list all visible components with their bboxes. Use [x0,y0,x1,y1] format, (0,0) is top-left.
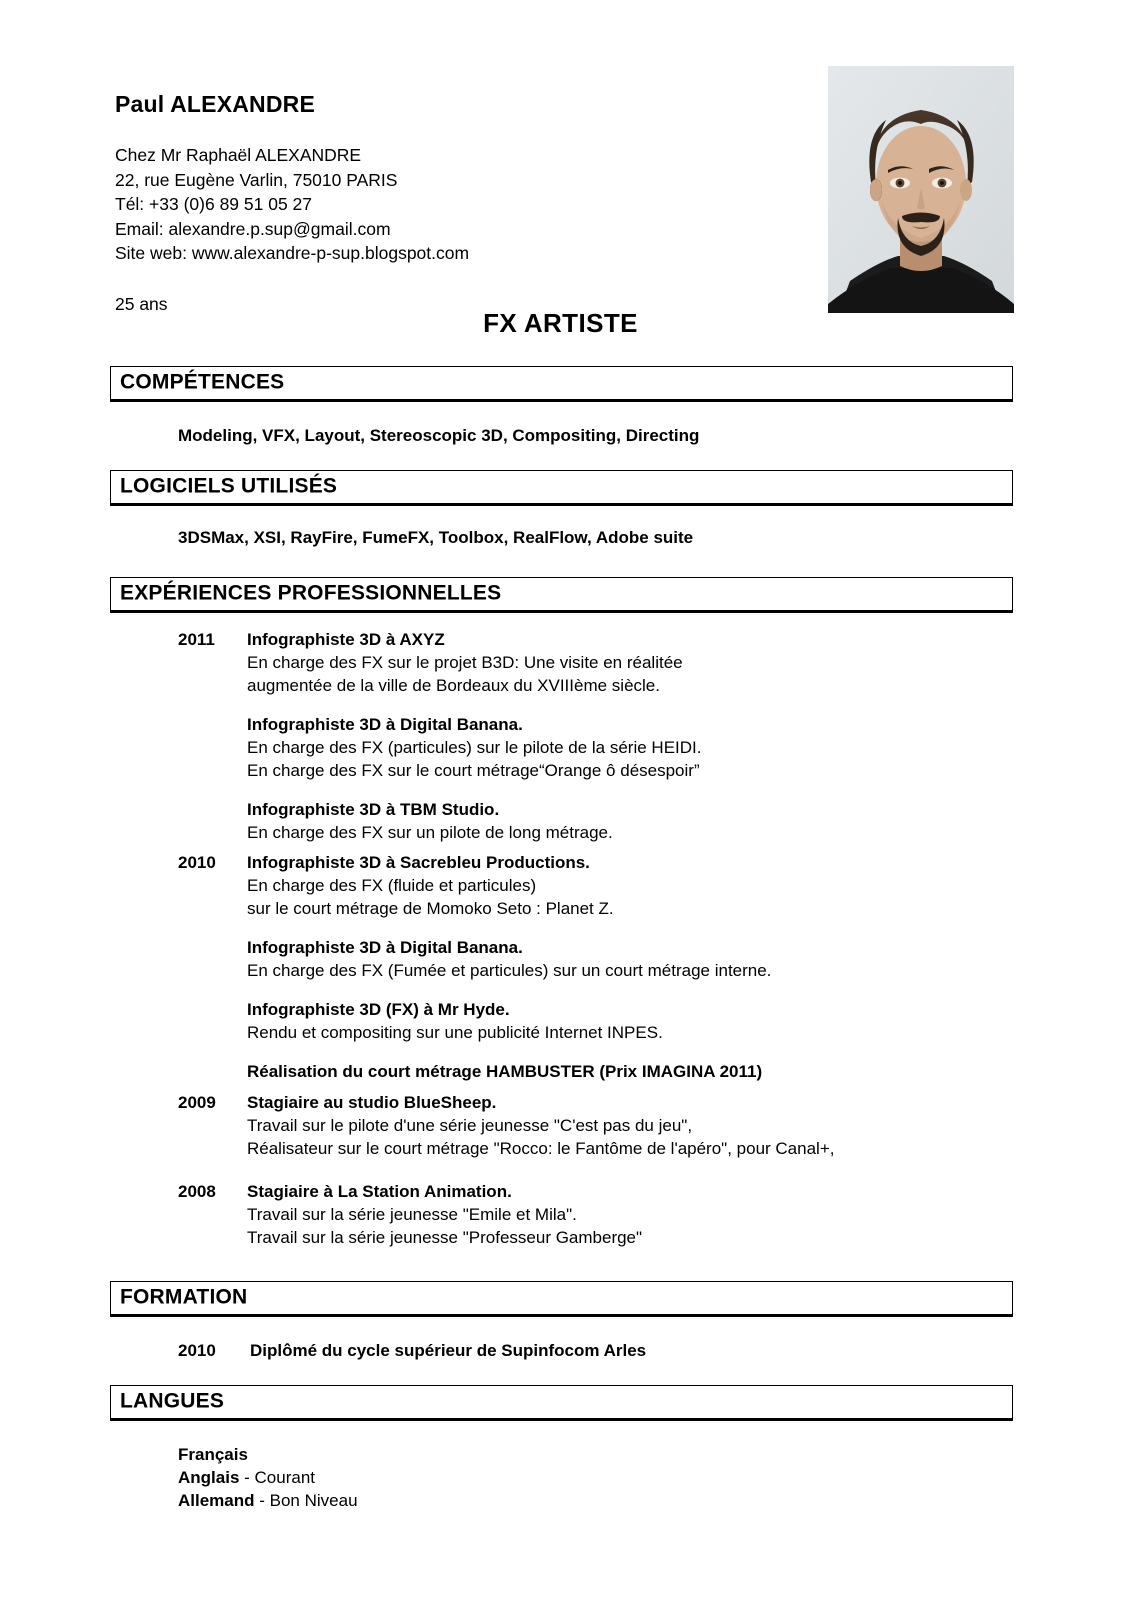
experience-role: Infographiste 3D à AXYZ [247,630,445,649]
experience-desc-line: En charge des FX (Fumée et particules) sur un court métrage interne. [247,961,772,980]
language-name: Français [178,1445,248,1464]
experience-group-2009 [178,1091,978,1160]
section-heading-text: LANGUES [120,1389,225,1413]
experience-role: Infographiste 3D à Sacrebleu Productions. [247,853,590,872]
experience-items [247,1091,978,1160]
experience-year: 2008 [178,1182,216,1201]
formation-diploma: Diplômé du cycle supérieur de Supinfocom Arles [250,1341,647,1360]
job-title-text: FX ARTISTE [483,308,638,338]
language-name: Anglais [178,1468,240,1487]
formation-entry [178,1339,646,1362]
experience-desc-line: Travail sur la série jeunesse "Emile et Mila". [247,1205,577,1224]
experience-desc-line: En charge des FX sur un pilote de long métrage. [247,823,613,842]
experience-desc-line: En charge des FX (particules) sur le pilote de la série HEIDI. [247,738,702,757]
section-header-formation [110,1281,1013,1317]
section-heading-text: COMPÉTENCES [120,370,285,394]
experience-items [247,1180,978,1249]
experience-desc-line: En charge des FX sur le court métrage“Orange ô désespoir” [247,761,700,780]
age-label: 25 ans [115,293,168,314]
language-name: Allemand [178,1491,255,1510]
experience-group-2008 [178,1180,978,1249]
competences-body: Modeling, VFX, Layout, Stereoscopic 3D, Compositing, Directing [178,426,700,445]
experience-year: 2009 [178,1093,216,1112]
experience-group-2011 [178,628,978,844]
experience-items [247,628,978,844]
section-header-experiences [110,577,1013,613]
experience-role: Stagiaire au studio BlueSheep. [247,1093,497,1112]
experience-desc-line: Réalisateur sur le court métrage "Rocco: le Fantôme de l'apéro", pour Canal+, [247,1139,835,1158]
section-header-logiciels [110,470,1013,506]
contact-line-street: 22, rue Eugène Varlin, 75010 PARIS [115,169,398,190]
formation-year: 2010 [178,1341,216,1360]
logiciels-body: 3DSMax, XSI, RayFire, FumeFX, Toolbox, RealFlow, Adobe suite [178,528,694,547]
experience-entry [247,713,978,782]
experience-role: Infographiste 3D (FX) à Mr Hyde. [247,1000,510,1019]
experience-group-2010 [178,851,978,1083]
experience-desc-line: Travail sur la série jeunesse "Professeur Gamberge" [247,1228,643,1247]
section-heading-text: FORMATION [120,1285,248,1309]
experience-year: 2010 [178,853,216,872]
section-heading-text: LOGICIELS UTILISÉS [120,474,338,498]
section-header-langues [110,1385,1013,1421]
page-title: Paul ALEXANDRE [115,91,316,117]
section-header-competences [110,366,1013,402]
experience-desc-line: augmentée de la ville de Bordeaux du XVIIIème siècle. [247,676,660,695]
contact-line-email: Email: alexandre.p.sup@gmail.com [115,218,391,239]
experience-role: Infographiste 3D à Digital Banana. [247,938,523,957]
contact-line-phone: Tél: +33 (0)6 89 51 05 27 [115,194,313,215]
experience-entry [247,798,978,844]
experience-entry [247,1091,978,1160]
experience-role: Infographiste 3D à Digital Banana. [247,715,523,734]
experience-desc-line: Rendu et compositing sur une publicité Internet INPES. [247,1023,663,1042]
portrait-photo [828,66,1014,313]
experience-entry [247,1180,978,1249]
language-item [178,1443,358,1466]
experience-desc-line: En charge des FX sur le projet B3D: Une visite en réalitée [247,653,683,672]
job-title [0,308,1131,339]
experience-items [247,851,978,1083]
language-level: - Courant [239,1468,315,1487]
experience-award-note [247,1060,978,1083]
langues-list [178,1443,358,1512]
contact-block [115,143,775,266]
language-level: - Bon Niveau [254,1491,358,1510]
experience-desc-line: sur le court métrage de Momoko Seto : Planet Z. [247,899,614,918]
experience-desc-line: En charge des FX (fluide et particules) [247,876,537,895]
language-item [178,1466,358,1489]
header-block [115,92,775,316]
experience-role: Stagiaire à La Station Animation. [247,1182,512,1201]
experience-entry [247,851,978,920]
contact-line-address-care-of: Chez Mr Raphaël ALEXANDRE [115,145,362,166]
experience-role: Infographiste 3D à TBM Studio. [247,800,500,819]
experience-entry [247,936,978,982]
experience-entry [247,628,978,697]
experience-award-text: Réalisation du court métrage HAMBUSTER (Prix IMAGINA 2011) [247,1062,763,1081]
language-item [178,1489,358,1512]
experience-desc-line: Travail sur le pilote d'une série jeunesse "C'est pas du jeu", [247,1116,693,1135]
experience-entry [247,998,978,1044]
section-heading-text: EXPÉRIENCES PROFESSIONNELLES [120,581,502,605]
contact-line-website: Site web: www.alexandre-p-sup.blogspot.com [115,243,470,264]
experience-year: 2011 [178,630,215,649]
